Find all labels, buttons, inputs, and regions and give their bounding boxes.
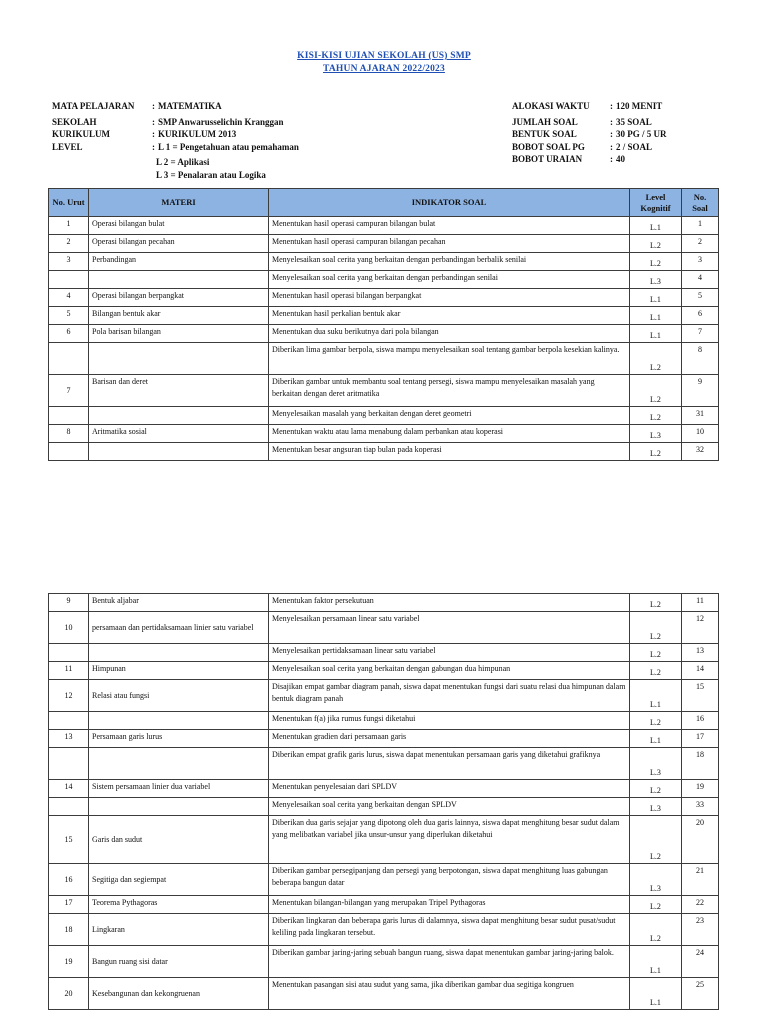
row-no-urut: 8 (49, 425, 89, 443)
row-no-soal: 1 (682, 217, 719, 235)
row-no-urut (49, 712, 89, 730)
row-indikator: Menyelesaikan pertidaksamaan linear satu variabel (269, 644, 630, 662)
row-level-kognitif: L.2 (630, 816, 682, 864)
row-no-urut: 5 (49, 307, 89, 325)
row-indikator: Menentukan hasil perkalian bentuk akar (269, 307, 630, 325)
table-row (49, 730, 719, 748)
row-no-urut (49, 271, 89, 289)
row-materi (89, 748, 269, 780)
info-right (512, 100, 667, 166)
row-materi: Segitiga dan segiempat (89, 864, 269, 896)
row-no-urut: 15 (49, 816, 89, 864)
row-no-soal: 24 (682, 946, 719, 978)
row-no-urut: 9 (49, 594, 89, 612)
row-indikator: Menentukan besar angsuran tiap bulan pada koperasi (269, 443, 630, 461)
kisi-kisi-table-page-1 (48, 188, 719, 461)
row-materi: Perbandingan (89, 253, 269, 271)
row-indikator: Diberikan empat grafik garis lurus, siswa dapat menentukan persamaan garis yang diketahui grafiknya (269, 748, 630, 780)
table-row (49, 816, 719, 864)
row-materi: Pola barisan bilangan (89, 325, 269, 343)
row-level-kognitif: L.2 (630, 443, 682, 461)
table-row (49, 307, 719, 325)
row-indikator: Diberikan gambar jaring-jaring sebuah bangun ruang, siswa dapat menentukan gambar jaring-jaring balok. (269, 946, 630, 978)
info-left (52, 100, 299, 153)
row-materi (89, 712, 269, 730)
table-row (49, 235, 719, 253)
row-level-kognitif: L.1 (630, 946, 682, 978)
row-materi (89, 407, 269, 425)
row-no-urut: 4 (49, 289, 89, 307)
row-materi: Sistem persamaan linier dua variabel (89, 780, 269, 798)
row-no-urut (49, 798, 89, 816)
row-indikator: Menentukan hasil operasi campuran bilangan bulat (269, 217, 630, 235)
table-row (49, 443, 719, 461)
row-materi (89, 443, 269, 461)
row-no-urut: 17 (49, 896, 89, 914)
row-level-kognitif: L.1 (630, 217, 682, 235)
table-row (49, 325, 719, 343)
row-no-soal: 6 (682, 307, 719, 325)
row-indikator: Menyelesaikan soal cerita yang berkaitan dengan gabungan dua himpunan (269, 662, 630, 680)
row-materi: Operasi bilangan berpangkat (89, 289, 269, 307)
row-no-soal: 17 (682, 730, 719, 748)
row-indikator: Menentukan gradien dari persamaan garis (269, 730, 630, 748)
row-no-urut (49, 644, 89, 662)
row-level-kognitif: L.2 (630, 235, 682, 253)
info-row-jumlah-soal: JUMLAH SOAL : 35 SOAL (512, 116, 652, 127)
table-row (49, 407, 719, 425)
row-no-urut: 11 (49, 662, 89, 680)
row-indikator: Menentukan waktu atau lama menabung dalam perbankan atau koperasi (269, 425, 630, 443)
table-row (49, 271, 719, 289)
info-row-alokasi-waktu: ALOKASI WAKTU : 120 MENIT (512, 101, 663, 111)
row-no-urut: 19 (49, 946, 89, 978)
row-level-kognitif: L.1 (630, 325, 682, 343)
row-no-urut: 1 (49, 217, 89, 235)
row-no-soal: 4 (682, 271, 719, 289)
row-level-kognitif: L.2 (630, 343, 682, 375)
row-indikator: Diberikan dua garis sejajar yang dipotong oleh dua garis lainnya, siswa dapat menghitung besar sudut dalam yang melibatkan variabel jika unsur-unsur yang diperlukan diketahui (269, 816, 630, 864)
row-materi: Himpunan (89, 662, 269, 680)
row-no-soal: 32 (682, 443, 719, 461)
row-indikator: Menyelesaikan soal cerita yang berkaitan dengan perbandingan berbalik senilai (269, 253, 630, 271)
header-level-kognitif: Level Kognitif (630, 189, 682, 217)
row-level-kognitif: L.2 (630, 712, 682, 730)
info-row-sekolah: SEKOLAH : SMP Anwarusselichin Kranggan (52, 116, 284, 127)
table-row (49, 217, 719, 235)
row-no-soal: 25 (682, 978, 719, 1010)
row-level-kognitif: L.2 (630, 253, 682, 271)
row-no-soal: 21 (682, 864, 719, 896)
table-row (49, 712, 719, 730)
row-materi: persamaan dan pertidaksamaan linier satu variabel (89, 612, 269, 644)
row-level-kognitif: L.3 (630, 864, 682, 896)
table-row (49, 425, 719, 443)
table-row (49, 289, 719, 307)
row-indikator: Diberikan gambar untuk membantu soal tentang persegi, siswa mampu menyelesaikan masalah yang berkaitan dengan deret aritmatika (269, 375, 630, 407)
row-indikator: Disajikan empat gambar diagram panah, siswa dapat menentukan fungsi dari suatu relasi dua himpunan dalam bentuk diagram panah (269, 680, 630, 712)
level-l3: L 3 = Penalaran atau Logika (156, 170, 266, 180)
row-indikator: Diberikan lingkaran dan beberapa garis lurus di dalamnya, siswa dapat menghitung besar sudut pusat/sudut keliling pada lingkaran tersebut. (269, 914, 630, 946)
row-level-kognitif: L.2 (630, 594, 682, 612)
row-materi: Persamaan garis lurus (89, 730, 269, 748)
row-materi (89, 271, 269, 289)
row-no-urut (49, 407, 89, 425)
table-row (49, 680, 719, 712)
row-materi (89, 343, 269, 375)
row-materi: Barisan dan deret (89, 375, 269, 407)
table-row (49, 375, 719, 407)
row-no-urut: 20 (49, 978, 89, 1010)
row-indikator: Menentukan f(a) jika rumus fungsi diketahui (269, 712, 630, 730)
header-materi: MATERI (89, 189, 269, 217)
row-level-kognitif: L.1 (630, 680, 682, 712)
info-row-level: LEVEL : L 1 = Pengetahuan atau pemahaman (52, 141, 299, 152)
table-row (49, 896, 719, 914)
row-indikator: Menyelesaikan masalah yang berkaitan dengan deret geometri (269, 407, 630, 425)
header-indikator-soal: INDIKATOR SOAL (269, 189, 630, 217)
info-row-bobot-uraian: BOBOT URAIAN : 40 (512, 154, 625, 164)
row-materi: Bangun ruang sisi datar (89, 946, 269, 978)
row-level-kognitif: L.2 (630, 896, 682, 914)
kisi-kisi-table-page-2 (48, 593, 719, 1010)
table-body-page-1 (49, 217, 719, 461)
table-row (49, 343, 719, 375)
row-no-soal: 10 (682, 425, 719, 443)
row-materi (89, 798, 269, 816)
table-row (49, 946, 719, 978)
row-no-soal: 7 (682, 325, 719, 343)
row-no-soal: 3 (682, 253, 719, 271)
row-level-kognitif: L.2 (630, 644, 682, 662)
row-no-urut: 2 (49, 235, 89, 253)
row-no-urut (49, 343, 89, 375)
header-no-soal: No. Soal (682, 189, 719, 217)
info-row-kurikulum: KURIKULUM : KURIKULUM 2013 (52, 129, 237, 139)
row-no-soal: 15 (682, 680, 719, 712)
row-no-urut: 16 (49, 864, 89, 896)
row-level-kognitif: L.2 (630, 612, 682, 644)
table-row (49, 644, 719, 662)
row-no-soal: 19 (682, 780, 719, 798)
row-materi: Garis dan sudut (89, 816, 269, 864)
row-materi: Kesebangunan dan kekongruenan (89, 978, 269, 1010)
row-no-urut: 12 (49, 680, 89, 712)
row-no-urut: 13 (49, 730, 89, 748)
row-indikator: Menentukan pasangan sisi atau sudut yang sama, jika diberikan gambar dua segitiga kongruen (269, 978, 630, 1010)
row-no-urut: 3 (49, 253, 89, 271)
table-row (49, 662, 719, 680)
row-no-urut: 14 (49, 780, 89, 798)
row-indikator: Menyelesaikan soal cerita yang berkaitan dengan SPLDV (269, 798, 630, 816)
row-level-kognitif: L.3 (630, 748, 682, 780)
row-no-soal: 16 (682, 712, 719, 730)
row-level-kognitif: L.3 (630, 425, 682, 443)
row-no-soal: 13 (682, 644, 719, 662)
row-no-urut (49, 443, 89, 461)
row-no-soal: 12 (682, 612, 719, 644)
row-level-kognitif: L.3 (630, 798, 682, 816)
row-level-kognitif: L.2 (630, 662, 682, 680)
info-row-mata-pelajaran: MATA PELAJARAN : MATEMATIKA (52, 101, 222, 111)
row-no-soal: 33 (682, 798, 719, 816)
table-body-page-2 (49, 594, 719, 1010)
row-level-kognitif: L.3 (630, 271, 682, 289)
table-row (49, 978, 719, 1010)
document-title-line-2: TAHUN AJARAN 2022/2023 (323, 64, 445, 74)
info-row-bentuk-soal: BENTUK SOAL : 30 PG / 5 UR (512, 129, 667, 139)
document-title-line-1: KISI-KISI UJIAN SEKOLAH (US) SMP (297, 51, 471, 61)
row-level-kognitif: L.1 (630, 730, 682, 748)
row-indikator: Menentukan hasil operasi campuran bilangan pecahan (269, 235, 630, 253)
row-no-urut (49, 748, 89, 780)
table-row (49, 594, 719, 612)
table-row (49, 914, 719, 946)
level-l2: L 2 = Aplikasi (156, 157, 210, 167)
row-no-soal: 31 (682, 407, 719, 425)
row-level-kognitif: L.2 (630, 914, 682, 946)
row-level-kognitif: L.1 (630, 978, 682, 1010)
row-indikator: Diberikan gambar persegipanjang dan persegi yang berpotongan, siswa dapat menghitung luas gabungan beberapa bangun datar (269, 864, 630, 896)
row-level-kognitif: L.2 (630, 407, 682, 425)
row-no-soal: 9 (682, 375, 719, 407)
row-indikator: Menentukan dua suku berikutnya dari pola bilangan (269, 325, 630, 343)
row-indikator: Diberikan lima gambar berpola, siswa mampu menyelesaikan soal tentang gambar berpola kesekian kalinya. (269, 343, 630, 375)
table-row (49, 798, 719, 816)
row-indikator: Menentukan faktor persekutuan (269, 594, 630, 612)
row-no-soal: 5 (682, 289, 719, 307)
row-indikator: Menentukan bilangan-bilangan yang merupakan Tripel Pythagoras (269, 896, 630, 914)
table-row (49, 748, 719, 780)
row-no-soal: 23 (682, 914, 719, 946)
row-indikator: Menentukan hasil operasi bilangan berpangkat (269, 289, 630, 307)
row-no-urut: 7 (49, 375, 89, 407)
row-materi: Bilangan bentuk akar (89, 307, 269, 325)
row-materi: Operasi bilangan pecahan (89, 235, 269, 253)
row-materi: Teorema Pythagoras (89, 896, 269, 914)
info-row-bobot-soal-pg: BOBOT SOAL PG : 2 / SOAL (512, 141, 653, 152)
row-indikator: Menentukan penyelesaian dari SPLDV (269, 780, 630, 798)
row-no-soal: 20 (682, 816, 719, 864)
row-materi: Operasi bilangan bulat (89, 217, 269, 235)
row-materi: Bentuk aljabar (89, 594, 269, 612)
row-no-soal: 11 (682, 594, 719, 612)
row-level-kognitif: L.1 (630, 307, 682, 325)
table-row (49, 864, 719, 896)
row-level-kognitif: L.1 (630, 289, 682, 307)
table-row (49, 780, 719, 798)
row-no-soal: 14 (682, 662, 719, 680)
row-no-soal: 8 (682, 343, 719, 375)
row-level-kognitif: L.2 (630, 375, 682, 407)
row-materi: Aritmatika sosial (89, 425, 269, 443)
row-level-kognitif: L.2 (630, 780, 682, 798)
row-no-soal: 22 (682, 896, 719, 914)
row-no-soal: 18 (682, 748, 719, 780)
row-materi: Lingkaran (89, 914, 269, 946)
row-materi (89, 644, 269, 662)
row-materi: Relasi atau fungsi (89, 680, 269, 712)
row-no-urut: 10 (49, 612, 89, 644)
row-indikator: Menyelesaikan persamaan linear satu variabel (269, 612, 630, 644)
header-no-urut: No. Urut (49, 189, 89, 217)
row-indikator: Menyelesaikan soal cerita yang berkaitan dengan perbandingan senilai (269, 271, 630, 289)
table-row (49, 612, 719, 644)
row-no-soal: 2 (682, 235, 719, 253)
row-no-urut: 18 (49, 914, 89, 946)
row-no-urut: 6 (49, 325, 89, 343)
table-row (49, 253, 719, 271)
